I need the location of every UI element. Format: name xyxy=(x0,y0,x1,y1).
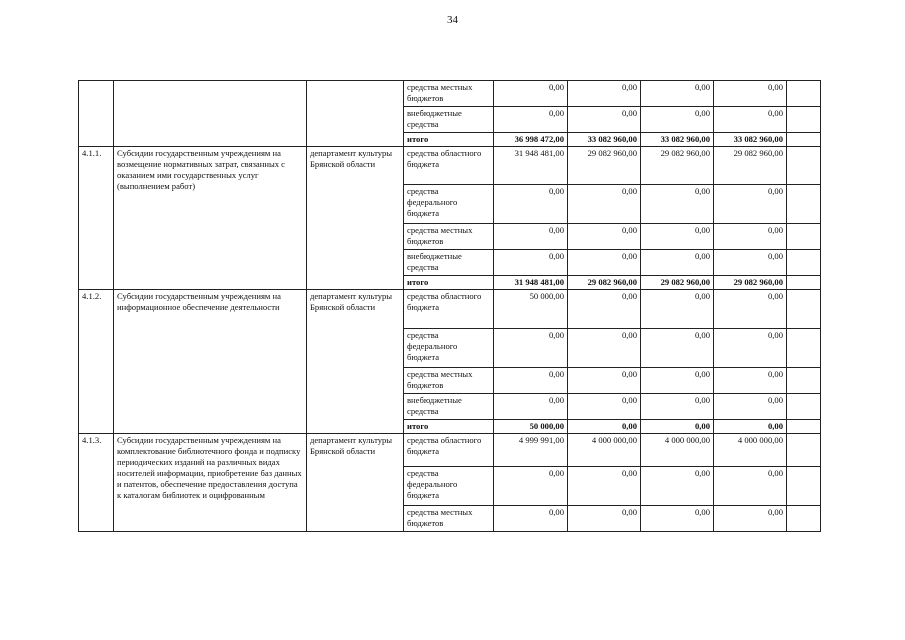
value-cell: 0,00 xyxy=(641,467,714,506)
value-cell: 0,00 xyxy=(714,81,787,107)
value-cell: 0,00 xyxy=(714,250,787,276)
value-cell: 4 000 000,00 xyxy=(568,434,641,467)
value-cell: 0,00 xyxy=(714,368,787,394)
value-cell: 4 000 000,00 xyxy=(641,434,714,467)
value-cell: 0,00 xyxy=(568,368,641,394)
value-cell: 0,00 xyxy=(714,394,787,420)
empty-cell xyxy=(787,420,821,434)
source-cell: внебюджетные средства xyxy=(404,394,494,420)
value-cell: 33 082 960,00 xyxy=(714,133,787,147)
empty-cell xyxy=(787,185,821,224)
empty-cell xyxy=(787,467,821,506)
value-cell: 0,00 xyxy=(641,107,714,133)
empty-cell xyxy=(787,329,821,368)
empty-cell xyxy=(787,81,821,107)
empty-cell xyxy=(787,368,821,394)
index-cell: 4.1.1. xyxy=(79,147,114,290)
source-cell: средства областного бюджета xyxy=(404,147,494,185)
source-cell: средства местных бюджетов xyxy=(404,368,494,394)
source-cell: средства местных бюджетов xyxy=(404,81,494,107)
value-cell: 0,00 xyxy=(714,224,787,250)
value-cell: 50 000,00 xyxy=(494,290,568,329)
value-cell: 0,00 xyxy=(641,250,714,276)
index-cell xyxy=(79,81,114,147)
source-cell: средства местных бюджетов xyxy=(404,506,494,532)
empty-cell xyxy=(787,224,821,250)
value-cell: 0,00 xyxy=(568,224,641,250)
value-cell: 0,00 xyxy=(494,185,568,224)
table-row xyxy=(79,81,821,107)
value-cell: 29 082 960,00 xyxy=(714,276,787,290)
value-cell: 0,00 xyxy=(494,329,568,368)
index-cell: 4.1.3. xyxy=(79,434,114,532)
empty-cell xyxy=(787,290,821,329)
value-cell: 0,00 xyxy=(641,329,714,368)
value-cell: 0,00 xyxy=(641,185,714,224)
value-cell: 0,00 xyxy=(641,224,714,250)
source-cell: средства федерального бюджета xyxy=(404,467,494,506)
value-cell: 0,00 xyxy=(714,107,787,133)
value-cell: 50 000,00 xyxy=(494,420,568,434)
source-cell: итого xyxy=(404,133,494,147)
source-cell: внебюджетные средства xyxy=(404,107,494,133)
value-cell: 0,00 xyxy=(714,506,787,532)
source-cell: средства областного бюджета xyxy=(404,434,494,467)
value-cell: 0,00 xyxy=(494,224,568,250)
value-cell: 0,00 xyxy=(568,506,641,532)
source-cell: средства местных бюджетов xyxy=(404,224,494,250)
description-cell: Субсидии государственным учреждениям на возмещение нормативных затрат, связанных с оказанием ими государственных услуг (выполнением работ) xyxy=(114,147,307,290)
table-row xyxy=(79,290,821,329)
empty-cell xyxy=(787,107,821,133)
budget-table xyxy=(78,80,821,532)
description-cell xyxy=(114,81,307,147)
value-cell: 4 000 000,00 xyxy=(714,434,787,467)
value-cell: 0,00 xyxy=(568,185,641,224)
value-cell: 0,00 xyxy=(568,420,641,434)
value-cell: 0,00 xyxy=(641,81,714,107)
value-cell: 31 948 481,00 xyxy=(494,276,568,290)
value-cell: 29 082 960,00 xyxy=(714,147,787,185)
value-cell: 0,00 xyxy=(494,467,568,506)
value-cell: 0,00 xyxy=(568,250,641,276)
empty-cell xyxy=(787,147,821,185)
value-cell: 33 082 960,00 xyxy=(568,133,641,147)
value-cell: 0,00 xyxy=(568,329,641,368)
value-cell: 0,00 xyxy=(568,394,641,420)
value-cell: 33 082 960,00 xyxy=(641,133,714,147)
value-cell: 0,00 xyxy=(714,420,787,434)
table-body xyxy=(79,81,821,532)
value-cell: 0,00 xyxy=(714,185,787,224)
department-cell: департамент культуры Брянской области xyxy=(307,434,404,532)
value-cell: 0,00 xyxy=(714,329,787,368)
value-cell: 31 948 481,00 xyxy=(494,147,568,185)
value-cell: 0,00 xyxy=(641,506,714,532)
value-cell: 0,00 xyxy=(494,394,568,420)
value-cell: 0,00 xyxy=(568,467,641,506)
value-cell: 0,00 xyxy=(714,290,787,329)
source-cell: внебюджетные средства xyxy=(404,250,494,276)
value-cell: 29 082 960,00 xyxy=(641,147,714,185)
source-cell: средства областного бюджета xyxy=(404,290,494,329)
value-cell: 29 082 960,00 xyxy=(641,276,714,290)
department-cell: департамент культуры Брянской области xyxy=(307,290,404,434)
description-cell: Субсидии государственным учреждениям на комплектование библиотечного фонда и подписку периодических изданий на различных видах носителей информации, приобретение баз данных и патентов, обеспечение предоставления доступа к каталогам библиотек и оцифрованным xyxy=(114,434,307,532)
value-cell: 0,00 xyxy=(568,290,641,329)
value-cell: 0,00 xyxy=(494,107,568,133)
value-cell: 29 082 960,00 xyxy=(568,276,641,290)
table-row xyxy=(79,434,821,467)
source-cell: итого xyxy=(404,420,494,434)
value-cell: 29 082 960,00 xyxy=(568,147,641,185)
value-cell: 0,00 xyxy=(494,368,568,394)
index-cell: 4.1.2. xyxy=(79,290,114,434)
description-cell: Субсидии государственным учреждениям на информационное обеспечение деятельности xyxy=(114,290,307,434)
source-cell: средства федерального бюджета xyxy=(404,329,494,368)
value-cell: 0,00 xyxy=(714,467,787,506)
value-cell: 0,00 xyxy=(494,250,568,276)
empty-cell xyxy=(787,394,821,420)
page-number: 34 xyxy=(447,14,458,26)
source-cell: итого xyxy=(404,276,494,290)
empty-cell xyxy=(787,434,821,467)
value-cell: 4 999 991,00 xyxy=(494,434,568,467)
value-cell: 0,00 xyxy=(494,506,568,532)
value-cell: 0,00 xyxy=(568,81,641,107)
value-cell: 0,00 xyxy=(641,394,714,420)
value-cell: 0,00 xyxy=(641,420,714,434)
department-cell: департамент культуры Брянской области xyxy=(307,147,404,290)
empty-cell xyxy=(787,506,821,532)
table-row xyxy=(79,147,821,185)
empty-cell xyxy=(787,276,821,290)
value-cell: 0,00 xyxy=(568,107,641,133)
value-cell: 0,00 xyxy=(641,368,714,394)
value-cell: 0,00 xyxy=(641,290,714,329)
value-cell: 0,00 xyxy=(494,81,568,107)
value-cell: 36 998 472,00 xyxy=(494,133,568,147)
department-cell xyxy=(307,81,404,147)
empty-cell xyxy=(787,250,821,276)
source-cell: средства федерального бюджета xyxy=(404,185,494,224)
empty-cell xyxy=(787,133,821,147)
